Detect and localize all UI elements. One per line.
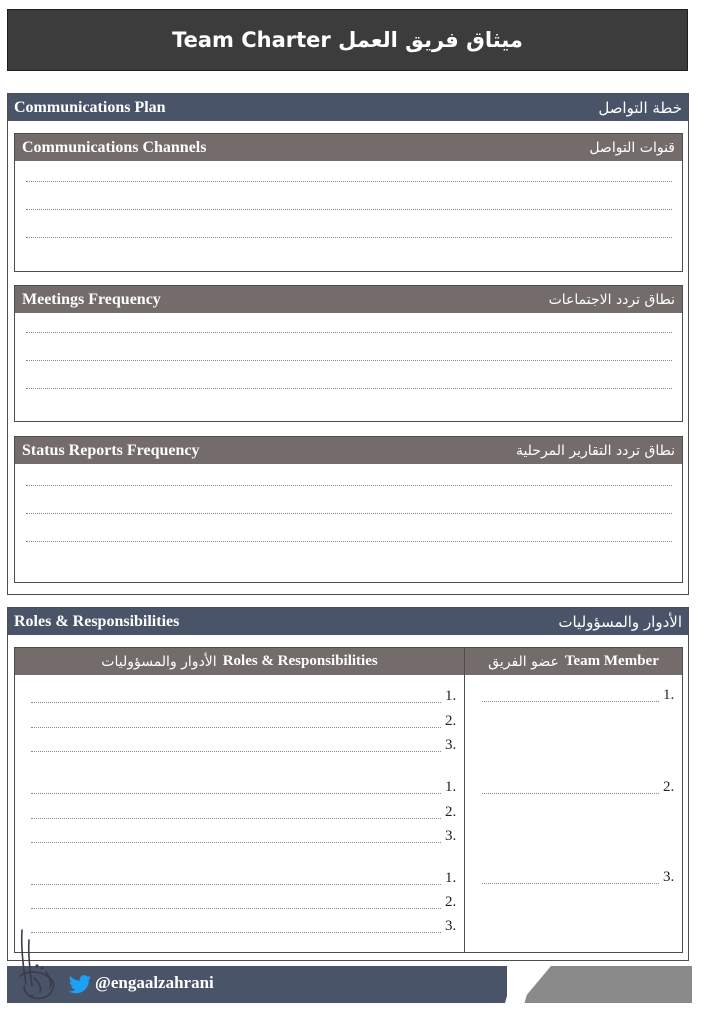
- role-number: 3.: [445, 828, 457, 844]
- roles-column-header: [15, 648, 464, 675]
- communications-plan-title-ar: خطة التواصل: [598, 98, 682, 117]
- roles-column-label-ar: الأدوار والمسؤوليات: [101, 653, 217, 670]
- role-number: 1.: [445, 688, 457, 704]
- role-number: 3.: [445, 737, 457, 753]
- communications-channels-label-ar: قنوات التواصل: [589, 139, 675, 156]
- roles-table: [14, 647, 683, 953]
- meetings-line[interactable]: [26, 388, 672, 389]
- page-title: Team Charter ميثاق فريق العمل: [7, 9, 688, 71]
- communications-plan-header: [8, 94, 688, 121]
- status-reports-header: [15, 437, 682, 464]
- role-line[interactable]: [31, 702, 441, 703]
- communications-channels-box: [14, 133, 683, 272]
- role-line[interactable]: [31, 908, 441, 909]
- role-line[interactable]: [31, 727, 441, 728]
- role-number: 2.: [445, 804, 457, 820]
- status-reports-label-ar: نطاق تردد التقارير المرحلية: [515, 442, 675, 459]
- channels-line[interactable]: [26, 181, 672, 182]
- communications-plan-title-en: Communications Plan: [14, 98, 166, 116]
- member-column-label-ar: عضو الفريق: [488, 653, 559, 670]
- meetings-frequency-box: [14, 285, 683, 422]
- role-number: 2.: [445, 713, 457, 729]
- channels-line[interactable]: [26, 209, 672, 210]
- role-number: 1.: [445, 870, 457, 886]
- calligraphy-logo: [12, 926, 62, 1006]
- meetings-frequency-label-ar: نطاق تردد الاجتماعات: [548, 291, 675, 308]
- member-column-header: [465, 648, 682, 675]
- reports-line[interactable]: [26, 485, 672, 486]
- role-line[interactable]: [31, 818, 441, 819]
- status-reports-box: [14, 436, 683, 583]
- twitter-icon[interactable]: [68, 975, 92, 995]
- roles-title-ar: الأدوار والمسؤوليات: [558, 612, 682, 631]
- column-divider: [464, 648, 465, 952]
- role-line[interactable]: [31, 932, 441, 933]
- role-line[interactable]: [31, 842, 441, 843]
- roles-header: [8, 608, 688, 635]
- meetings-line[interactable]: [26, 360, 672, 361]
- communications-channels-header: [15, 134, 682, 161]
- channels-line[interactable]: [26, 237, 672, 238]
- role-number: 3.: [445, 918, 457, 934]
- roles-column-label-en: Roles & Responsibilities: [222, 653, 378, 669]
- member-column-label-en: Team Member: [564, 653, 659, 669]
- member-line[interactable]: [482, 793, 659, 794]
- member-line[interactable]: [482, 883, 659, 884]
- role-line[interactable]: [31, 751, 441, 752]
- role-line[interactable]: [31, 793, 441, 794]
- role-number: 1.: [445, 779, 457, 795]
- status-reports-label-en: Status Reports Frequency: [22, 441, 200, 459]
- footer-accent: [520, 966, 692, 1003]
- reports-line[interactable]: [26, 541, 672, 542]
- meetings-line[interactable]: [26, 332, 672, 333]
- member-number: 1.: [663, 687, 675, 703]
- member-line[interactable]: [482, 701, 659, 702]
- communications-channels-label-en: Communications Channels: [22, 138, 207, 156]
- role-line[interactable]: [31, 884, 441, 885]
- meetings-frequency-header: [15, 286, 682, 313]
- meetings-frequency-label-en: Meetings Frequency: [22, 290, 161, 308]
- member-number: 2.: [663, 779, 675, 795]
- role-number: 2.: [445, 894, 457, 910]
- member-number: 3.: [663, 869, 675, 885]
- reports-line[interactable]: [26, 513, 672, 514]
- social-handle[interactable]: @engaalzahrani: [95, 973, 214, 992]
- roles-title-en: Roles & Responsibilities: [14, 612, 180, 630]
